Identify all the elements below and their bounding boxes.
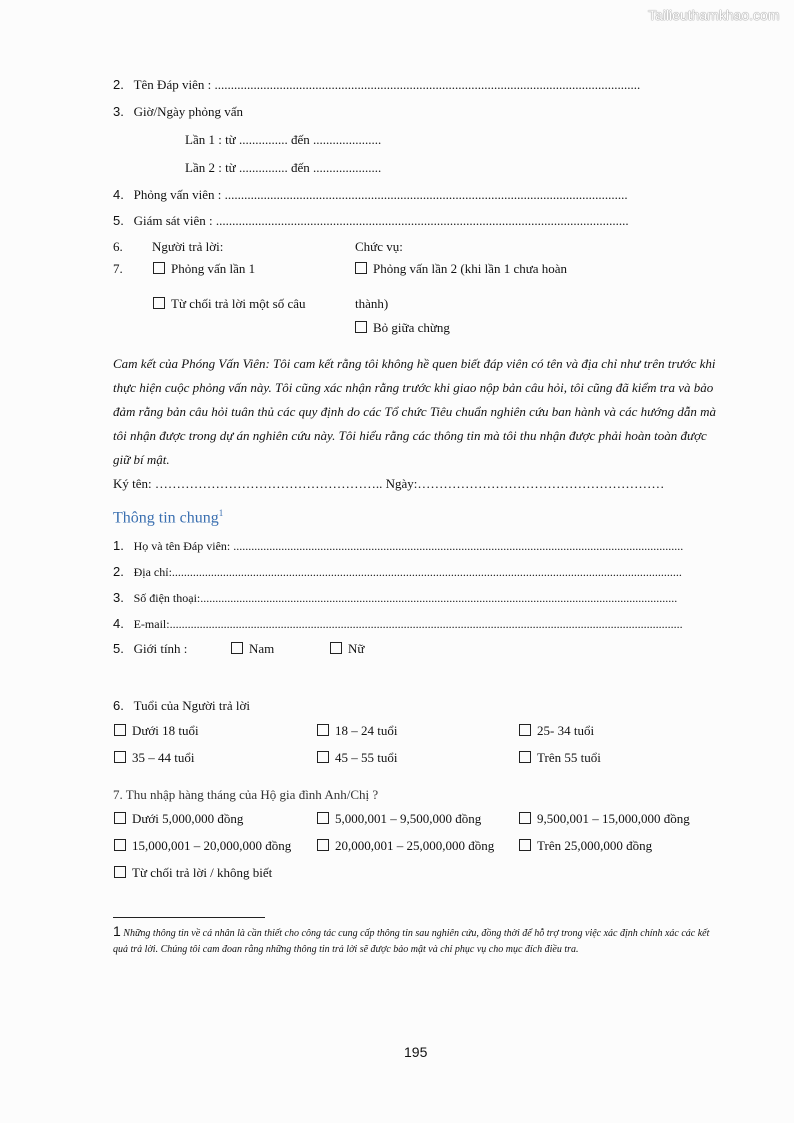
item6-number: 6. — [113, 239, 123, 254]
checkbox[interactable] — [519, 751, 531, 763]
checkbox[interactable] — [231, 642, 243, 654]
checkbox[interactable] — [355, 262, 367, 274]
section-title: Thông tin chung$^1$ — [113, 508, 224, 527]
interviewer-line: 4. Phỏng vấn viên : ............................................................................................................................ — [113, 187, 628, 202]
supervisor-line: 5. Giám sát viên : ............................................................................................................................... — [113, 213, 629, 228]
general-phone: 3. Số điện thoại:............................................................................................................................................................... — [113, 590, 678, 605]
checkbox[interactable] — [355, 321, 367, 333]
round2-line: Lần 2 : từ ............... đến ..................... — [185, 160, 382, 175]
page-number: 195 — [404, 1044, 428, 1060]
option-interview-2-cont: thành) — [355, 296, 389, 311]
respondent-label: Người trả lời: — [152, 239, 224, 254]
option-female[interactable]: Nữ — [330, 641, 364, 657]
checkbox[interactable] — [317, 812, 329, 824]
option-refused-some[interactable]: Từ chối trả lời một số câu — [153, 296, 306, 312]
gender-label: 5. Giới tính : — [113, 641, 188, 656]
option-male[interactable]: Nam — [231, 641, 274, 657]
income-option[interactable]: 15,000,001 – 20,000,000 đồng — [114, 838, 291, 854]
age-option[interactable]: 35 – 44 tuổi — [114, 750, 194, 766]
checkbox[interactable] — [330, 642, 342, 654]
checkbox[interactable] — [317, 839, 329, 851]
option-interview-1[interactable]: Phỏng vấn lần 1 — [153, 261, 255, 277]
age-option[interactable]: Dưới 18 tuổi — [114, 723, 199, 739]
age-option[interactable]: 18 – 24 tuổi — [317, 723, 397, 739]
age-option[interactable]: 25- 34 tuổi — [519, 723, 594, 739]
footnote-ref: 1 — [218, 508, 224, 518]
role-label: Chức vụ: — [355, 239, 403, 254]
checkbox[interactable] — [317, 751, 329, 763]
interview-time-line: 3. Giờ/Ngày phỏng vấn — [113, 104, 244, 119]
q6-label: 6. Tuổi của Người trả lời — [113, 698, 250, 713]
age-option[interactable]: Trên 55 tuổi — [519, 750, 601, 766]
footnote-divider — [113, 917, 265, 918]
general-email: 4. E-mail:........................................................................................................................................................................... — [113, 616, 683, 631]
option-interview-2[interactable]: Phỏng vấn lần 2 (khi lần 1 chưa hoàn — [355, 261, 567, 277]
commitment-paragraph: Cam kết của Phóng Vấn Viên: Tôi cam kết rằng tôi không hề quen biết đáp viên có tên và địa chỉ như trên trước khi thực hiện cuộc phỏng vấn này. Tôi cũng xác nhận rằng trước khi giao nộp bản câu hỏi, tôi cũng đã kiểm tra và bảo đảm rằng bản câu hỏi tuân thủ các quy định do các Tổ chức Tiêu chuẩn nghiên cứu ban hành và các hướng dẫn mà tôi nhận được trong dự án nghiên cứu này. Tôi hiểu rằng các thông tin mà tôi thu nhận được phải hoàn toàn được giữ bí mật. — [113, 356, 717, 467]
checkbox[interactable] — [114, 724, 126, 736]
checkbox[interactable] — [114, 866, 126, 878]
checkbox[interactable] — [317, 724, 329, 736]
q7-label: 7. Thu nhập hàng tháng của Hộ gia đình Anh/Chị ? — [113, 787, 379, 802]
checkbox[interactable] — [519, 724, 531, 736]
income-option[interactable]: 5,000,001 – 9,500,000 đồng — [317, 811, 481, 827]
checkbox[interactable] — [114, 839, 126, 851]
item7-number: 7. — [113, 261, 123, 276]
age-option[interactable]: 45 – 55 tuổi — [317, 750, 397, 766]
checkbox[interactable] — [114, 812, 126, 824]
checkbox[interactable] — [153, 262, 165, 274]
watermark: Tailieuthamkhao.com — [648, 7, 780, 23]
round1-line: Lần 1 : từ ............... đến ..................... — [185, 132, 382, 147]
income-option[interactable]: 9,500,001 – 15,000,000 đồng — [519, 811, 690, 827]
checkbox[interactable] — [519, 839, 531, 851]
income-option[interactable]: Trên 25,000,000 đồng — [519, 838, 652, 854]
checkbox[interactable] — [114, 751, 126, 763]
option-abandoned[interactable]: Bỏ giữa chừng — [355, 320, 450, 336]
income-option[interactable]: 20,000,001 – 25,000,000 đồng — [317, 838, 494, 854]
signature-line: Ký tên: …………………………………………….. Ngày:………………………………………………… — [113, 476, 665, 491]
income-option[interactable]: Từ chối trả lời / không biết — [114, 865, 272, 881]
income-option[interactable]: Dưới 5,000,000 đồng — [114, 811, 243, 827]
general-address: 2. Địa chỉ:.......................................................................................................................................................................... — [113, 564, 682, 579]
checkbox[interactable] — [153, 297, 165, 309]
checkbox[interactable] — [519, 812, 531, 824]
general-name: 1. Họ và tên Đáp viên: ...................................................................................................................................................... — [113, 538, 684, 553]
respondent-name-line: 2. Tên Đáp viên : ................................................................................................................................... — [113, 77, 641, 92]
footnote: 1 Những thông tin về cá nhân là cần thiết cho công tác cung cấp thông tin sau nghiên cứu, đồng thời để hỗ trợ trong việc xác định chính xác các kết quả trả lời. Chúng tôi cam đoan rằng những thông tin trả lời sẽ được bảo mật và chỉ phục vụ cho mục đích điều tra. — [113, 923, 710, 955]
